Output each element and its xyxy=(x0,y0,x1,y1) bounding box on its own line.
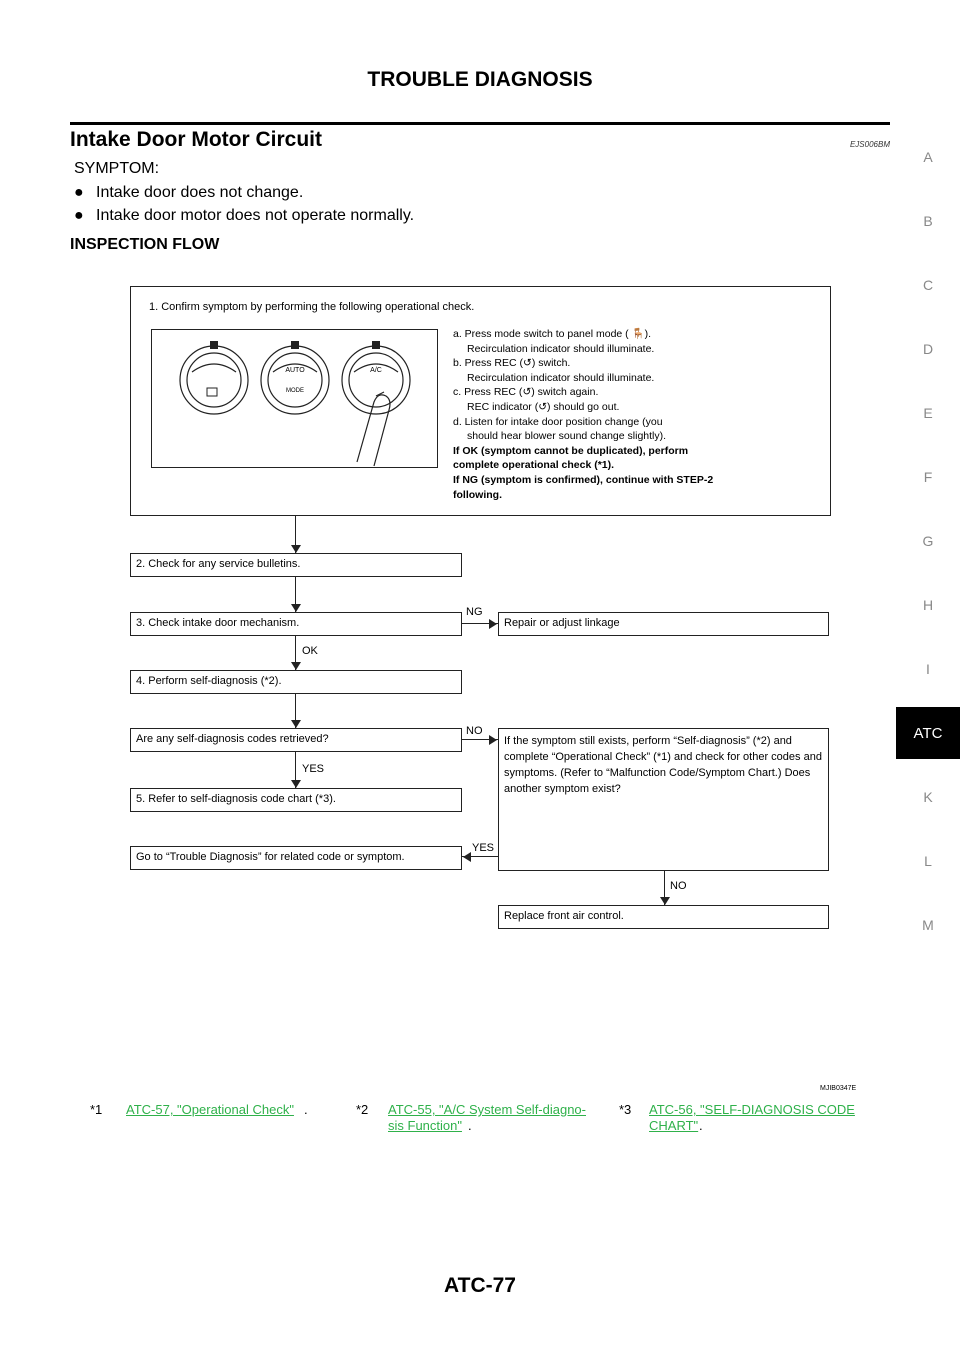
replace-box: Replace front air control. xyxy=(498,905,829,929)
side-tab-g[interactable]: G xyxy=(922,533,934,549)
repair-box: Repair or adjust linkage xyxy=(498,612,829,636)
step5-box: 5. Refer to self-diagnosis code chart (*3). xyxy=(130,788,462,812)
symptom-label: SYMPTOM: xyxy=(74,160,160,177)
ng-label: NG xyxy=(466,606,483,618)
panel-mode-icon: 🪑 xyxy=(631,328,645,340)
bullet-icon: ● xyxy=(74,207,84,224)
section-code: EJS006BM xyxy=(849,140,890,149)
title-rule xyxy=(70,122,890,125)
side-tab-a[interactable]: A xyxy=(923,149,933,165)
arrow-down-icon xyxy=(288,780,304,790)
arrow-down-icon xyxy=(288,604,304,614)
step1-instructions: a. Press mode switch to panel mode ( 🪑). Recirculation indicator should illuminate. b. Press REC (↺) switch. Recirculation indicator should illuminate. c. Press REC (↺) switch again. REC indicator (↺) should go out. d. Listen for intake door position change (you should hear blower sound change slightly). If OK (symptom cannot be duplicated), perform complete operational check (*1). If NG (symptom is confirmed), continue with STEP-2 following. xyxy=(453,328,714,501)
figure-code: MJIB0347E xyxy=(820,1085,857,1092)
arrow-right-icon xyxy=(489,616,499,632)
side-tab-b[interactable]: B xyxy=(923,213,933,229)
side-tab-atc-active[interactable]: ATC xyxy=(896,707,960,759)
section-title: Intake Door Motor Circuit xyxy=(70,128,323,151)
no-label: NO xyxy=(670,880,687,892)
symptom-exists-box: If the symptom still exists, perform “Self-diagnosis” (*2) and complete “Operational Check” (*1) and check for other codes and symptoms. (Refer to “Malfunction Code/Symptom Chart.) Does another symptom exist? xyxy=(498,728,829,871)
page-title: TROUBLE DIAGNOSIS xyxy=(367,68,593,91)
arrow-down-icon xyxy=(288,662,304,672)
codes-question-box: Are any self-diagnosis codes retrieved? xyxy=(130,728,462,752)
rec-icon: ↺ xyxy=(538,400,548,413)
arrow-down-icon xyxy=(288,545,304,555)
side-tab-c[interactable]: C xyxy=(922,277,934,293)
footnote-3-link[interactable]: ATC-56, "SELF-DIAGNOSIS CODE CHART" xyxy=(649,1102,855,1133)
symptom-bullet: ● Intake door does not change. xyxy=(74,184,304,201)
ok-label: OK xyxy=(302,645,318,657)
side-tab-f[interactable]: F xyxy=(923,469,933,485)
inspection-flow-title: INSPECTION FLOW xyxy=(70,236,220,253)
svg-text:AUTO: AUTO xyxy=(285,367,305,374)
rec-icon: ↺ xyxy=(523,357,532,370)
step4-box: 4. Perform self-diagnosis (*2). xyxy=(130,670,462,694)
side-tab-l[interactable]: L xyxy=(924,853,932,869)
rec-icon: ↺ xyxy=(522,386,532,399)
side-tab-d[interactable]: D xyxy=(922,341,934,357)
arrow-left-icon xyxy=(462,849,472,865)
control-panel-illustration xyxy=(151,329,438,468)
step1-title: 1. Confirm symptom by performing the following operational check. xyxy=(149,301,475,313)
side-tab-m[interactable]: M xyxy=(922,917,934,933)
svg-text:MODE: MODE xyxy=(286,388,304,394)
step1-box xyxy=(130,286,831,516)
page-number: ATC-77 xyxy=(444,1274,516,1297)
side-tab-e[interactable]: E xyxy=(923,405,933,421)
arrow-down-icon xyxy=(288,720,304,730)
side-tab-k[interactable]: K xyxy=(923,789,933,805)
yes-label: YES xyxy=(472,842,495,854)
side-tab-i[interactable]: I xyxy=(926,661,930,677)
bullet-icon: ● xyxy=(74,184,84,201)
step3-box: 3. Check intake door mechanism. xyxy=(130,612,462,636)
arrow-down-icon xyxy=(657,897,673,907)
step2-box: 2. Check for any service bulletins. xyxy=(130,553,462,577)
footnote-1-link[interactable]: ATC-57, "Operational Check" xyxy=(126,1102,294,1117)
side-tab-h[interactable]: H xyxy=(922,597,934,613)
arrow-right-icon xyxy=(489,732,499,748)
svg-text:A/C: A/C xyxy=(370,367,382,374)
yes-label: YES xyxy=(302,763,325,775)
goto-box: Go to “Trouble Diagnosis” for related code or symptom. xyxy=(130,846,462,870)
control-dials-icon xyxy=(152,330,437,467)
no-label: NO xyxy=(466,725,483,737)
footnote-2-link[interactable]: ATC-55, "A/C System Self-diagno-sis Function" xyxy=(388,1102,586,1133)
symptom-bullet: ● Intake door motor does not operate normally. xyxy=(74,207,415,224)
